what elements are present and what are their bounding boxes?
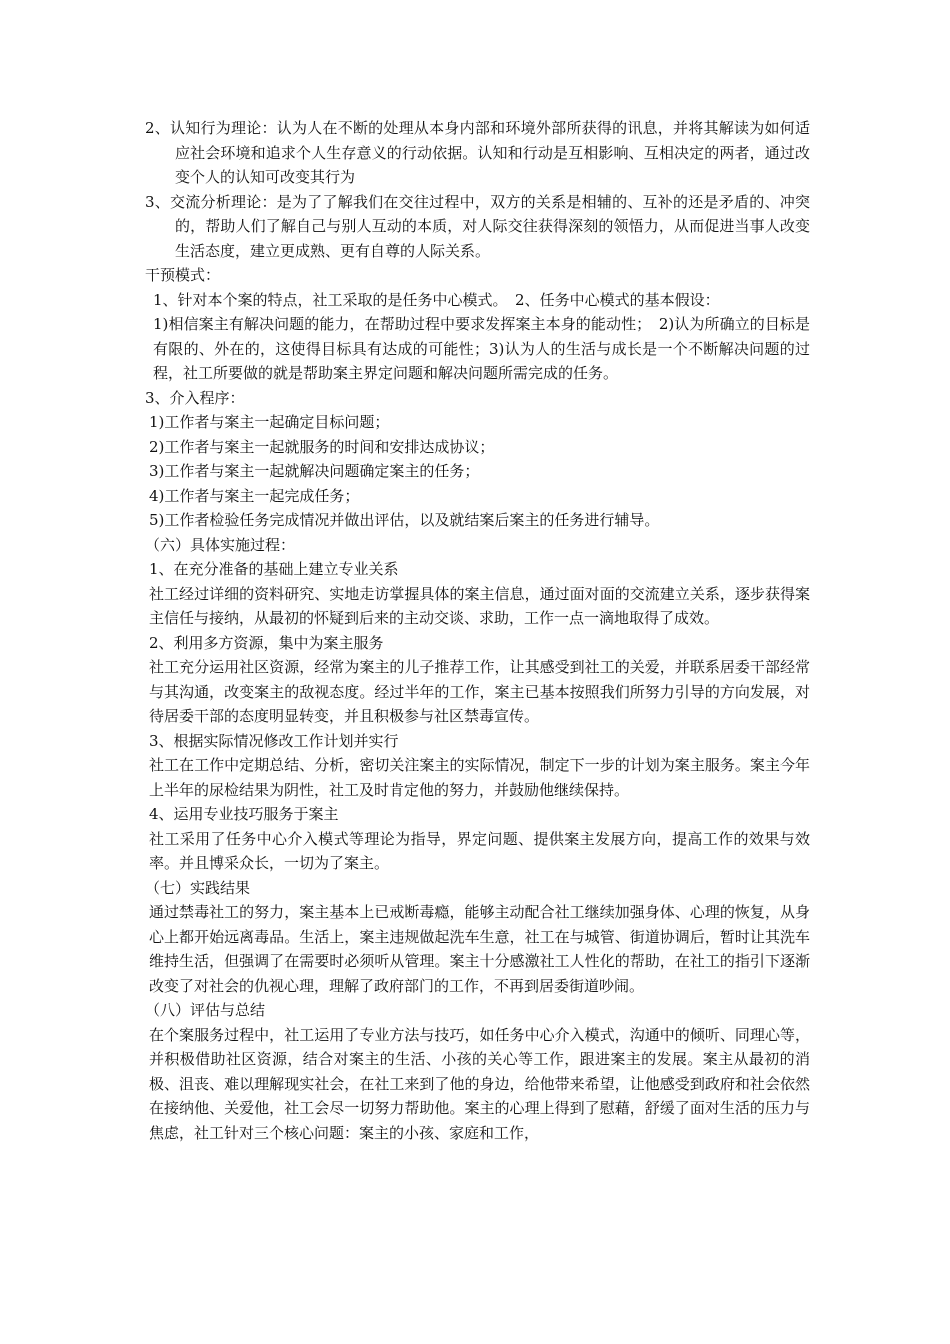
list-item-procedure-2: 2)工作者与案主一起就服务的时间和安排达成协议； (149, 437, 495, 456)
paragraph-evaluation-summary: 在个案服务过程中，社工运用了专业方法与技巧，如任务中心介入模式，沟通中的倾听、同理心等，并积极借助社区资源，结合对案主的生活、小孩的关心等工作，跟进案主的发展。案主从最初的消极、沮丧、难以理解现实社会，在社工来到了他的身边，给他带来希望，让他感受到政府和社会依然在接纳他、关爱他，社工会尽一切努力帮助他。案主的心理上得到了慰藉，舒缓了面对生活的压力与焦虑，社工针对三个核心问题：案主的小孩、家庭和工作， (149, 1025, 810, 1142)
paragraph-revise-work-plan: 社工在工作中定期总结、分析，密切关注案主的实际情况，制定下一步的计划为案主服务。案主今年上半年的尿检结果为阴性，社工及时肯定他的努力，并鼓励他继续保持。 (149, 756, 810, 799)
list-item-procedure-1: 1)工作者与案主一起确定目标问题； (149, 413, 390, 431)
subheading-professional-skills: 4、运用专业技巧服务于案主 (149, 805, 339, 823)
paragraph-professional-relationship: 社工经过详细的资料研究、实地走访掌握具体的案主信息，通过面对面的交流建立关系，逐步获得案主信任与接纳，从最初的怀疑到后来的主动交谈、求助，工作一点一滴地取得了成效。 (149, 584, 810, 627)
list-item-procedure-5: 5)工作者检验任务完成情况并做出评估，以及就结案后案主的任务进行辅导。 (149, 511, 660, 529)
paragraph-multiple-resources: 社工充分运用社区资源，经常为案主的儿子推荐工作，让其感受到社工的关爱，并联系居委干部经常与其沟通，改变案主的敌视态度。经过半年的工作，案主已基本按照我们所努力引导的方向发展，对待居委干部的态度明显转变，并且积极参与社区禁毒宣传。 (149, 658, 810, 725)
subheading-multiple-resources: 2、利用多方资源，集中为案主服务 (149, 633, 384, 652)
subheading-revise-work-plan: 3、根据实际情况修改工作计划并实行 (149, 731, 399, 750)
paragraph-cognitive-behavior-theory: 2、认知行为理论：认为人在不断的处理从本身内部和环境外部所获得的讯息，并将其解读为如何适应社会环境和追求个人生存意义的行动依据。认知和行动是互相影响、互相决定的两者，通过改变个人的认知可改变其行为 (145, 119, 810, 186)
document-body (145, 116, 810, 1145)
paragraph-basic-assumptions: 1)相信案主有解决问题的能力，在帮助过程中要求发挥案主本身的能动性； 2)认为所确立的目标是有限的、外在的，这使得目标具有达成的可能性；3)认为人的生活与成长是一个不断解决问题的过程，社工所要做的就是帮助案主界定问题和解决问题所需完成的任务。 (153, 315, 810, 382)
heading-practice-results: （七）实践结果 (145, 878, 251, 897)
subheading-professional-relationship: 1、在充分准备的基础上建立专业关系 (149, 560, 399, 578)
list-item-procedure-3: 3)工作者与案主一起就解决问题确定案主的任务； (149, 462, 480, 480)
heading-intervention-procedure: 3、介入程序： (145, 388, 245, 407)
paragraph-task-centered-model: 1、针对本个案的特点，社工采取的是任务中心模式。 2、任务中心模式的基本假设： (153, 290, 720, 309)
heading-evaluation-summary: （八）评估与总结 (145, 1001, 266, 1019)
heading-implementation-process: （六）具体实施过程： (145, 535, 296, 554)
list-item-procedure-4: 4)工作者与案主一起完成任务； (149, 486, 360, 505)
paragraph-professional-skills: 社工采用了任务中心介入模式等理论为指导，界定问题、提供案主发展方向，提高工作的效果与效率。并且博采众长，一切为了案主。 (149, 829, 810, 872)
paragraph-practice-results: 通过禁毒社工的努力，案主基本上已戒断毒瘾，能够主动配合社工继续加强身体、心理的恢复，从身心上都开始远离毒品。生活上，案主违规做起洗车生意，社工在与城管、街道协调后，暂时让其洗车维持生活，但强调了在需要时必须听从管理。案主十分感激社工人性化的帮助，在社工的指引下逐渐改变了对社会的仇视心理，理解了政府部门的工作，不再到居委街道吵闹。 (149, 903, 810, 995)
heading-intervention-model: 干预模式： (145, 266, 221, 284)
paragraph-transactional-analysis-theory: 3、交流分析理论：是为了了解我们在交往过程中，双方的关系是相辅的、互补的还是矛盾的、冲突的，帮助人们了解自己与别人互动的本质，对人际交往获得深刻的领悟力，从而促进当事人改变生活态度，建立更成熟、更有自尊的人际关系。 (145, 192, 810, 260)
